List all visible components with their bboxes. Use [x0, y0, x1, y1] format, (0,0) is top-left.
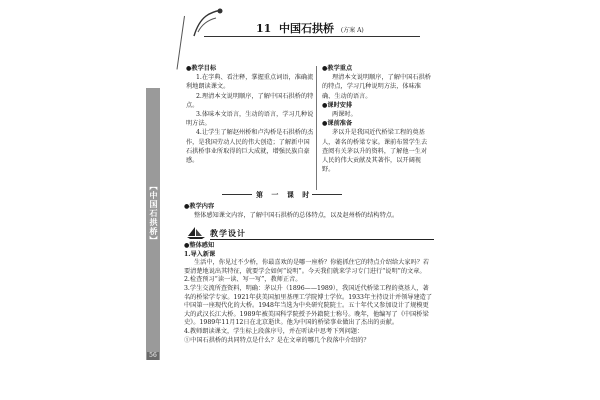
teaching-notes: [322, 64, 432, 174]
goals-heading: ●教学目标: [186, 65, 217, 72]
teaching-goals: [186, 64, 314, 165]
lesson-title: [256, 20, 364, 36]
intro-text: 生活中，你见过不少桥，你最喜欢的是哪一座桥？你能抓住它的特点介绍给大家吗？若要清楚地说出其特征，就要学会如何“说明”。今天我们就来学习专门进行“说明”的文章。: [184, 259, 430, 275]
intro-heading: 1.导入新课: [184, 250, 216, 258]
focus-heading: ●教学重点: [322, 65, 353, 72]
lesson-body: [184, 242, 434, 345]
goal-item: 3.体味本文语言，生动的语言，学习几种说明方法。: [186, 111, 314, 128]
perception-heading: ●整体感知: [184, 242, 215, 249]
hours-text: 两课时。: [332, 111, 357, 119]
lesson-name: 中国石拱桥: [278, 22, 334, 35]
prep-heading: ●课前准备: [322, 120, 353, 128]
step-2: 2.检查预习“读一读、写一写”，教师正音。: [184, 276, 302, 284]
content-text: 整体感知课文内容，了解中国石拱桥的总体特点，以及赵州桥的结构特点。: [194, 212, 399, 219]
content-block: [184, 202, 434, 220]
section-rule-right: [312, 194, 342, 195]
side-tab-title: 【中国石拱桥】: [149, 182, 159, 245]
decorative-rule: [176, 16, 185, 70]
design-label: 教学设计: [210, 228, 246, 238]
prep-text: 茅以升是我国近代桥梁工程的奠基人，著名的桥梁专家。课前布置学生去查阅有关茅以升的资料，了解他一生对人民的伟大贡献及其著作，以开阔视野。: [322, 129, 428, 174]
goal-item: 1.在字典、看注释，掌握重点词语，准确流利地朗读课文。: [186, 74, 314, 91]
section-rule-left: [222, 194, 252, 195]
page-number: 56: [147, 352, 159, 360]
sailboat-icon: [186, 226, 206, 240]
design-header: [184, 226, 434, 240]
design-rule: [210, 239, 434, 240]
goal-item: 2.理清本文说明顺序，了解中国石拱桥的特点。: [186, 92, 314, 109]
question-1: ①中国石拱桥的共同特点是什么？是在文章的哪几个段落中介绍的？: [184, 336, 370, 344]
focus-text: 理清本文说明顺序，了解中国石拱桥的特点，学习几种说明方法，体味准确、生动的语言。: [322, 74, 431, 100]
step-3: 3.学生交流所查资料，明确：茅以升（1896——1989），我国近代桥梁工程的奠基人，著名的桥梁学专家。1921年获美国加里基理工学院博士学位。1933年主持设计并领导建造了中国第一座现代化的大桥。1948年当选为中央研究院院士。五十年代又参加设计了规模更大的武汉长江大桥。1989年被美国科学院授予外籍院士称号。晚年，他编写了《中国桥梁史》。1989年11月12日在北京逝世。他为中国的桥梁事业做出了杰出的贡献。: [184, 284, 433, 327]
lesson-number: 11: [256, 22, 272, 35]
title-divider: [204, 36, 420, 37]
section-title: 第 一 课 时: [256, 190, 313, 199]
step-4: 4.教师朗读课文，学生标上段落序号，并在听读中思考下列问题：: [184, 327, 364, 335]
lesson-variant: (方案 A): [340, 27, 364, 34]
goal-item: 4.让学生了解赵州桥和卢沟桥是石拱桥的杰作，是我国劳动人民的伟大创造；了解新中国石拱桥事业所取得的巨大成就，增强民族自豪感。: [186, 129, 314, 165]
hours-heading: ●课时安排: [322, 101, 353, 109]
content-heading: ●教学内容: [184, 203, 215, 210]
column-divider: [316, 66, 317, 190]
